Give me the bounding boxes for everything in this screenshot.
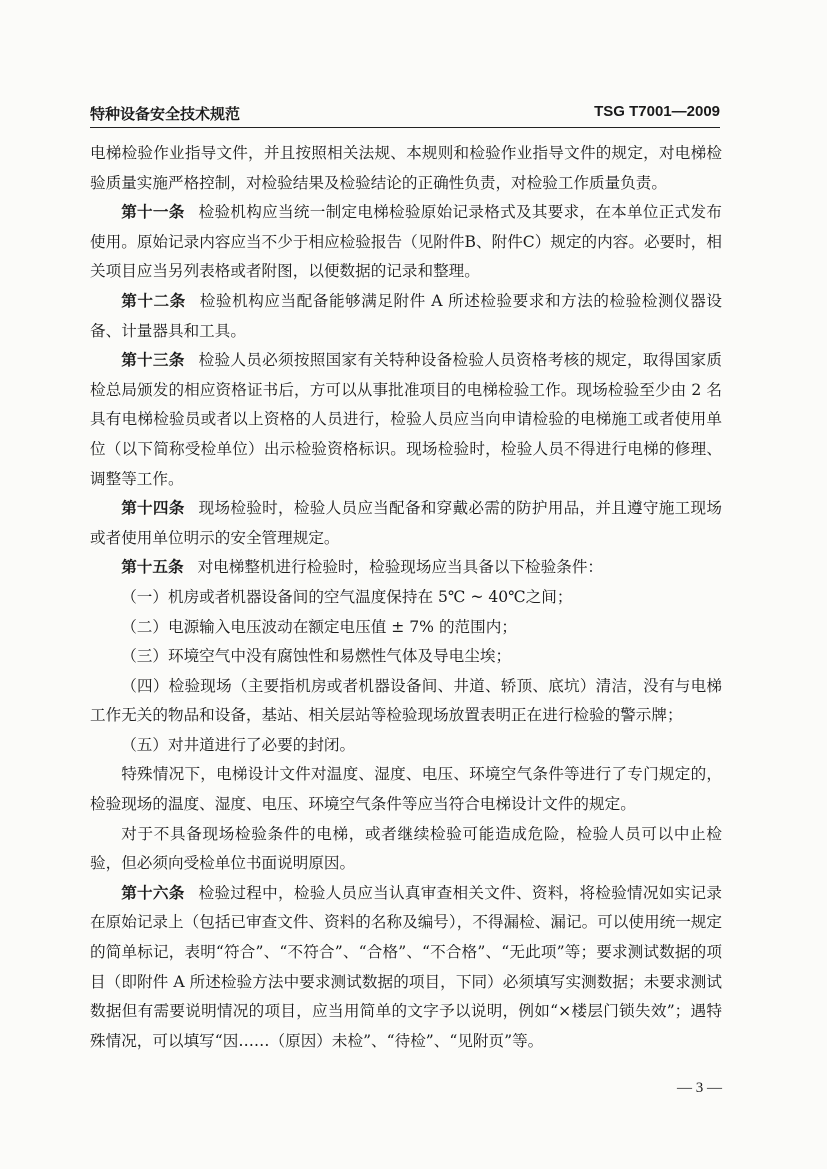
article-number: 第十三条 [121,351,185,370]
paragraph-article-15: 第十五条 对电梯整机进行检验时，检验现场应当具备以下检验条件： [121,558,604,577]
article-number: 第十五条 [121,558,184,577]
paragraph-article-11: 第十一条 检验机构应当统一制定电梯检验原始记录格式及其要求，在本单位正式发布使用。原始记录内容应当不少于相应检验报告（见附件B、附件C）规定的内容。必要时，相关项目应当另列表格或者附图，以便数据的记录和整理。 [90,203,722,281]
paragraph-article-12: 第十二条 检验机构应当配备能够满足附件 A 所述检验要求和方法的检验检测仪器设备、计量器具和工具。 [90,291,722,340]
list-item: （三）环境空气中没有腐蚀性和易燃性气体及导电尘埃； [121,647,512,666]
article-number: 第十四条 [121,499,185,518]
article-number: 第十一条 [121,203,185,222]
paragraph-article-14: 第十四条 现场检验时，检验人员应当配备和穿戴必需的防护用品，并且遵守施工现场或者使用单位明示的安全管理规定。 [90,499,722,547]
paragraph-article-16: 第十六条 检验过程中，检验人员应当认真审查相关文件、资料，将检验情况如实记录在原始记录上（包括已审查文件、资料的名称及编号），不得漏检、漏记。可以使用统一规定的简单标记，表明“符合”、“不符合”、“合格”、“不合格”、“无此项”等；要求测试数据的项目（即附件 A 所述检验方法中要求测试数据的项目，下同）必须填写实测数据；未要求测试数据但有需要说明情况的项目，应当用简单的文字予以说明，例如“×楼层门锁失效”；遇特殊情况，可以填写“因……（原因）未检”、“待检”、“见附页”等。 [90,883,722,1050]
list-item: （二）电源输入电压波动在额定电压值 ± 7% 的范围内； [121,617,517,636]
paragraph-article-13: 第十三条 检验人员必须按照国家有关特种设备检验人员资格考核的规定，取得国家质检总局颁发的相应资格证书后，方可以从事批准项目的电梯检验工作。现场检验至少由 2 名具有电梯检验员或者以上资格的人员进行，检验人员应当向申请检验的电梯施工或者使用单位（以下简称受检单位）出示检验资格标识。现场检验时，检验人员不得进行电梯的修理、调整等工作。 [90,351,722,488]
article-number: 第十二条 [121,291,186,310]
document-body [90,139,722,1056]
list-item: （四）检验现场（主要指机房或者机器设备间、井道、轿顶、底坑）清洁，没有与电梯工作无关的物品和设备，基站、相关层站等检验现场放置表明正在进行检验的警示牌； [90,676,722,725]
list-item: （五）对井道进行了必要的封闭。 [121,735,356,754]
page-number: — 3 — [677,1080,722,1096]
header-title: 特种设备安全技术规范 [90,105,241,123]
paragraph: 电梯检验作业指导文件，并且按照相关法规、本规则和检验作业指导文件的规定，对电梯检验质量实施严格控制，对检验结果及检验结论的正确性负责，对检验工作质量负责。 [90,144,722,192]
article-number: 第十六条 [121,883,185,902]
running-header [90,101,720,128]
paragraph: 对于不具备现场检验条件的电梯，或者继续检验可能造成危险，检验人员可以中止检验，但必须向受检单位书面说明原因。 [90,824,722,873]
paragraph: 特殊情况下，电梯设计文件对温度、湿度、电压、环境空气条件等进行了专门规定的，检验现场的温度、湿度、电压、环境空气条件等应当符合电梯设计文件的规定。 [90,765,722,814]
list-item: （一）机房或者机器设备间的空气温度保持在 5℃ ~ 40℃之间； [121,587,573,606]
header-code: TSG T7001—2009 [594,103,720,120]
